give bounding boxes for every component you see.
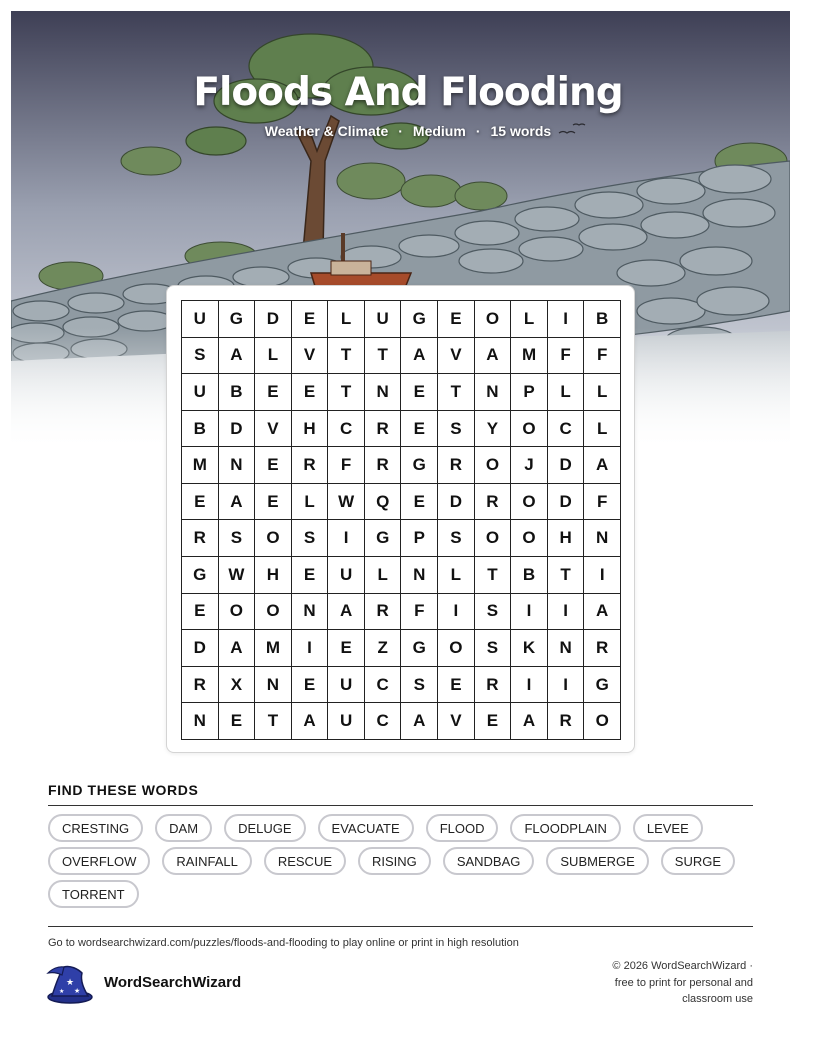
grid-cell[interactable]: N	[401, 557, 438, 594]
word-chip: EVACUATE	[318, 814, 414, 842]
grid-cell[interactable]: L	[548, 374, 585, 411]
grid-cell[interactable]: Z	[365, 630, 402, 667]
grid-cell[interactable]: R	[292, 447, 329, 484]
grid-cell[interactable]: O	[438, 630, 475, 667]
grid-cell[interactable]: L	[292, 484, 329, 521]
grid-cell[interactable]: G	[584, 667, 621, 704]
puzzle-card	[166, 285, 635, 753]
grid-cell[interactable]: R	[365, 447, 402, 484]
grid-cell[interactable]: L	[438, 557, 475, 594]
puzzle-meta	[0, 123, 816, 139]
grid-cell[interactable]: I	[511, 594, 548, 631]
grid-cell[interactable]: M	[255, 630, 292, 667]
grid-cell[interactable]: G	[182, 557, 219, 594]
grid-cell[interactable]: U	[328, 557, 365, 594]
grid-cell[interactable]: T	[255, 703, 292, 740]
grid-cell[interactable]: H	[292, 411, 329, 448]
grid-cell[interactable]: J	[511, 447, 548, 484]
grid-cell[interactable]: A	[219, 484, 256, 521]
grid-cell[interactable]: L	[328, 301, 365, 338]
word-chip: CRESTING	[48, 814, 143, 842]
puzzle-title: Floods And Flooding	[193, 70, 623, 115]
grid-cell[interactable]: O	[511, 484, 548, 521]
grid-cell[interactable]: E	[182, 484, 219, 521]
grid-cell[interactable]: F	[401, 594, 438, 631]
word-chip: OVERFLOW	[48, 847, 150, 875]
grid-cell[interactable]: E	[255, 484, 292, 521]
grid-cell[interactable]: N	[292, 594, 329, 631]
grid-cell[interactable]: P	[511, 374, 548, 411]
grid-cell[interactable]: O	[219, 594, 256, 631]
grid-cell[interactable]: P	[401, 520, 438, 557]
grid-cell[interactable]: S	[401, 667, 438, 704]
grid-cell[interactable]: F	[584, 338, 621, 375]
grid-cell[interactable]: I	[292, 630, 329, 667]
word-count-label: 15 words	[490, 123, 552, 139]
grid-cell[interactable]: N	[219, 447, 256, 484]
word-chip: FLOODPLAIN	[510, 814, 620, 842]
grid-cell[interactable]: L	[584, 411, 621, 448]
grid-cell[interactable]: W	[219, 557, 256, 594]
grid-cell[interactable]: A	[401, 338, 438, 375]
svg-text:★: ★	[66, 978, 75, 988]
word-chip: SURGE	[661, 847, 735, 875]
grid-cell[interactable]: V	[438, 338, 475, 375]
grid-cell[interactable]: G	[219, 301, 256, 338]
grid-cell[interactable]: C	[365, 667, 402, 704]
difficulty-label: Medium	[412, 123, 466, 139]
brand-name: WordSearchWizard	[104, 974, 242, 991]
grid-cell[interactable]: O	[584, 703, 621, 740]
word-chip: TORRENT	[48, 880, 139, 908]
grid-cell[interactable]: F	[548, 338, 585, 375]
grid-cell[interactable]: A	[475, 338, 512, 375]
grid-cell[interactable]: T	[548, 557, 585, 594]
svg-text:★: ★	[59, 988, 65, 995]
grid-cell[interactable]: V	[292, 338, 329, 375]
word-chip: SUBMERGE	[546, 847, 648, 875]
grid-cell[interactable]: A	[511, 703, 548, 740]
grid-cell[interactable]: O	[255, 520, 292, 557]
grid-cell[interactable]: Q	[365, 484, 402, 521]
grid-cell[interactable]: E	[438, 301, 475, 338]
grid-cell[interactable]: U	[328, 703, 365, 740]
grid-cell[interactable]: D	[182, 630, 219, 667]
word-chip: DAM	[155, 814, 212, 842]
grid-cell[interactable]: E	[255, 447, 292, 484]
grid-cell[interactable]: G	[401, 630, 438, 667]
grid-cell[interactable]: C	[328, 411, 365, 448]
grid-cell[interactable]: D	[255, 301, 292, 338]
grid-cell[interactable]: T	[438, 374, 475, 411]
wizard-hat-icon	[46, 963, 94, 1005]
grid-cell[interactable]: S	[438, 411, 475, 448]
grid-cell[interactable]: C	[365, 703, 402, 740]
grid-cell[interactable]: T	[328, 374, 365, 411]
grid-cell[interactable]: E	[401, 484, 438, 521]
grid-cell[interactable]: V	[255, 411, 292, 448]
grid-cell[interactable]: T	[328, 338, 365, 375]
grid-cell[interactable]: A	[584, 594, 621, 631]
divider	[48, 805, 753, 806]
grid-cell[interactable]: R	[365, 594, 402, 631]
grid-cell[interactable]: Y	[475, 411, 512, 448]
grid-cell[interactable]: B	[182, 411, 219, 448]
grid-cell[interactable]: X	[219, 667, 256, 704]
grid-cell[interactable]: C	[548, 411, 585, 448]
grid-cell[interactable]: O	[511, 411, 548, 448]
grid-cell[interactable]: S	[475, 594, 512, 631]
grid-cell[interactable]: V	[438, 703, 475, 740]
grid-cell[interactable]: O	[511, 520, 548, 557]
grid-cell[interactable]: E	[219, 703, 256, 740]
grid-cell[interactable]: M	[182, 447, 219, 484]
separator-dot: ·	[475, 123, 481, 139]
grid-cell[interactable]: U	[328, 667, 365, 704]
grid-cell[interactable]: O	[475, 520, 512, 557]
grid-cell[interactable]: E	[182, 594, 219, 631]
letter-grid[interactable]	[181, 300, 621, 740]
grid-cell[interactable]: A	[292, 703, 329, 740]
grid-cell[interactable]: R	[182, 667, 219, 704]
grid-cell[interactable]: H	[255, 557, 292, 594]
grid-cell[interactable]: L	[584, 374, 621, 411]
grid-cell[interactable]: U	[182, 374, 219, 411]
grid-cell[interactable]: R	[584, 630, 621, 667]
category-label: Weather & Climate	[264, 123, 389, 139]
grid-cell[interactable]: T	[365, 338, 402, 375]
copyright-line: free to print for personal and	[614, 976, 753, 989]
grid-cell[interactable]: D	[548, 484, 585, 521]
grid-cell[interactable]: A	[219, 630, 256, 667]
grid-cell[interactable]: B	[584, 301, 621, 338]
grid-cell[interactable]: I	[548, 667, 585, 704]
grid-cell[interactable]: I	[548, 594, 585, 631]
grid-cell[interactable]: E	[292, 301, 329, 338]
grid-cell[interactable]: E	[255, 374, 292, 411]
word-chip: SANDBAG	[443, 847, 535, 875]
grid-cell[interactable]: E	[328, 630, 365, 667]
grid-cell[interactable]: E	[401, 411, 438, 448]
grid-cell[interactable]: U	[182, 301, 219, 338]
grid-cell[interactable]: I	[438, 594, 475, 631]
word-chip: RAINFALL	[162, 847, 251, 875]
word-chip: DELUGE	[224, 814, 305, 842]
grid-cell[interactable]: M	[511, 338, 548, 375]
grid-cell[interactable]: N	[548, 630, 585, 667]
grid-cell[interactable]: I	[548, 301, 585, 338]
grid-cell[interactable]: R	[475, 484, 512, 521]
grid-cell[interactable]: R	[475, 667, 512, 704]
copyright-line: classroom use	[682, 993, 753, 1005]
word-chip: LEVEE	[633, 814, 703, 842]
grid-cell[interactable]: G	[365, 520, 402, 557]
grid-cell[interactable]: G	[401, 301, 438, 338]
footer-url-text: Go to wordsearchwizard.com/puzzles/floods-and-flooding to play online or print in high resolution	[48, 937, 519, 949]
word-chip: FLOOD	[426, 814, 499, 842]
divider	[48, 926, 753, 927]
grid-cell[interactable]: D	[438, 484, 475, 521]
grid-cell[interactable]: B	[219, 374, 256, 411]
grid-cell[interactable]: D	[548, 447, 585, 484]
grid-cell[interactable]: D	[219, 411, 256, 448]
grid-cell[interactable]: E	[292, 557, 329, 594]
grid-cell[interactable]: K	[511, 630, 548, 667]
grid-cell[interactable]: F	[328, 447, 365, 484]
separator-dot: ·	[398, 123, 403, 139]
grid-cell[interactable]: O	[475, 447, 512, 484]
grid-cell[interactable]: S	[292, 520, 329, 557]
grid-cell[interactable]: N	[584, 520, 621, 557]
grid-cell[interactable]: L	[255, 338, 292, 375]
grid-cell[interactable]: I	[511, 667, 548, 704]
word-chip: RESCUE	[264, 847, 346, 875]
grid-cell[interactable]: A	[584, 447, 621, 484]
grid-cell[interactable]: S	[475, 630, 512, 667]
grid-cell[interactable]: E	[292, 667, 329, 704]
grid-cell[interactable]: O	[255, 594, 292, 631]
grid-cell[interactable]: R	[365, 411, 402, 448]
grid-cell[interactable]: R	[548, 703, 585, 740]
grid-cell[interactable]: T	[475, 557, 512, 594]
grid-cell[interactable]: N	[475, 374, 512, 411]
grid-cell[interactable]: U	[365, 301, 402, 338]
grid-cell[interactable]: W	[328, 484, 365, 521]
copyright-line: © 2026 WordSearchWizard ·	[612, 960, 753, 972]
grid-cell[interactable]: E	[401, 374, 438, 411]
grid-cell[interactable]: S	[219, 520, 256, 557]
grid-cell[interactable]: N	[255, 667, 292, 704]
grid-cell[interactable]: I	[584, 557, 621, 594]
grid-cell[interactable]: H	[548, 520, 585, 557]
grid-cell[interactable]: E	[475, 703, 512, 740]
grid-cell[interactable]: R	[182, 520, 219, 557]
grid-cell[interactable]: E	[438, 667, 475, 704]
grid-cell[interactable]: R	[438, 447, 475, 484]
grid-cell[interactable]: A	[328, 594, 365, 631]
grid-cell[interactable]: L	[365, 557, 402, 594]
grid-cell[interactable]: F	[584, 484, 621, 521]
svg-text:★: ★	[74, 987, 81, 995]
grid-cell[interactable]: A	[401, 703, 438, 740]
grid-cell[interactable]: N	[182, 703, 219, 740]
grid-cell[interactable]: B	[511, 557, 548, 594]
grid-cell[interactable]: L	[511, 301, 548, 338]
word-list-heading: FIND THESE WORDS	[48, 782, 199, 798]
word-chip: RISING	[358, 847, 431, 875]
word-list	[48, 814, 758, 908]
grid-cell[interactable]: E	[292, 374, 329, 411]
copyright-notice	[583, 958, 753, 1008]
grid-cell[interactable]: O	[475, 301, 512, 338]
grid-cell[interactable]: I	[328, 520, 365, 557]
grid-cell[interactable]: N	[365, 374, 402, 411]
grid-cell[interactable]: S	[438, 520, 475, 557]
grid-cell[interactable]: A	[219, 338, 256, 375]
grid-cell[interactable]: G	[401, 447, 438, 484]
grid-cell[interactable]: S	[182, 338, 219, 375]
